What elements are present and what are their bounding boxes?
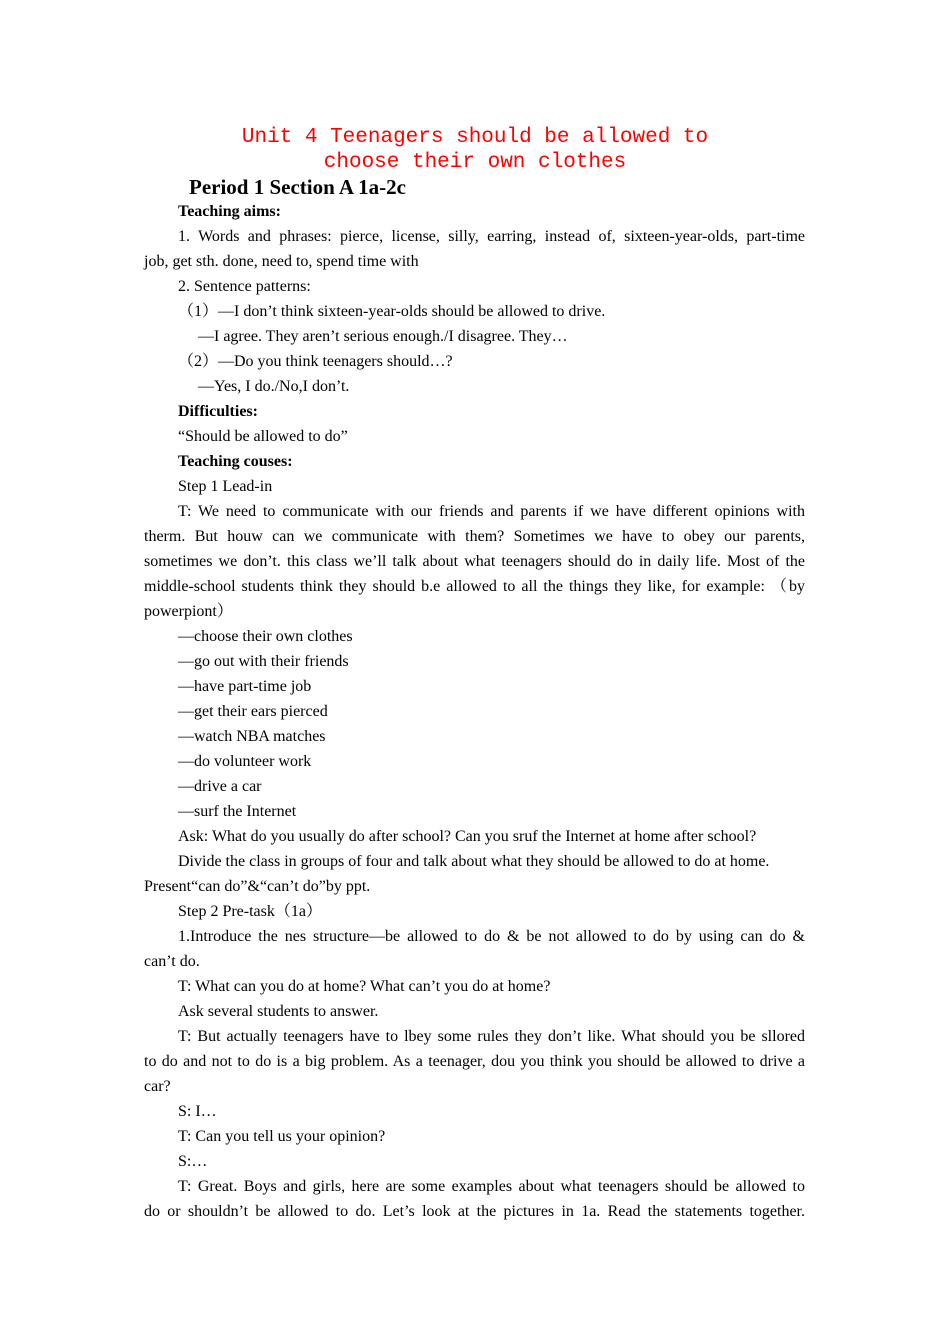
text-line: —have part-time job <box>178 678 312 695</box>
text-line: 2. Sentence patterns: <box>178 278 311 295</box>
text-line: —do volunteer work <box>178 753 312 770</box>
text-line: therm. But houw can we communicate with them? Sometimes we have to obey our parents, <box>144 528 805 545</box>
section-label: Difficulties: <box>178 403 258 420</box>
document-title-line-1: Unit 4 Teenagers should be allowed to <box>241 126 709 149</box>
text-line: （1）—I don’t think sixteen-year-olds should be allowed to drive. <box>178 303 606 320</box>
text-line: Present“can do”&“can’t do”by ppt. <box>144 878 371 895</box>
section-heading: Period 1 Section A 1a-2c <box>189 175 406 199</box>
text-line: Step 1 Lead-in <box>178 478 273 495</box>
text-line: 1.Introduce the nes structure—be allowed to do & be not allowed to do by using can do & <box>178 928 805 945</box>
text-line: T: But actually teenagers have to lbey some rules they don’t like. What should you be sllored <box>178 1028 805 1045</box>
text-line: Divide the class in groups of four and talk about what they should be allowed to do at home. <box>178 853 770 870</box>
text-line: “Should be allowed to do” <box>178 428 348 445</box>
text-line: —surf the Internet <box>178 803 297 820</box>
document-title-line-2: choose their own clothes <box>323 151 627 174</box>
text-line: Ask several students to answer. <box>178 1003 379 1020</box>
text-line: middle-school students think they should b.e allowed to all the things they like, for example: （by <box>144 578 805 595</box>
text-line: to do and not to do is a big problem. As a teenager, dou you think you should be allowed to drive a <box>144 1053 805 1070</box>
text-line: —I agree. They aren’t serious enough./I disagree. They… <box>198 328 568 345</box>
text-line: Ask: What do you usually do after school? Can you sruf the Internet at home after school? <box>178 828 757 845</box>
text-line: T: Can you tell us your opinion? <box>178 1128 386 1145</box>
text-line: S: I… <box>178 1103 217 1120</box>
text-line: —drive a car <box>178 778 262 795</box>
text-line: T: What can you do at home? What can’t you do at home? <box>178 978 551 995</box>
text-line: —get their ears pierced <box>178 703 328 720</box>
text-line: powerpiont） <box>144 603 233 620</box>
text-line: （2）—Do you think teenagers should…? <box>178 353 453 370</box>
text-line: can’t do. <box>144 953 200 970</box>
text-line: job, get sth. done, need to, spend time with <box>144 253 419 270</box>
text-line: —go out with their friends <box>178 653 349 670</box>
text-line: —choose their own clothes <box>178 628 353 645</box>
text-line: T: Great. Boys and girls, here are some examples about what teenagers should be allowed to <box>178 1178 805 1195</box>
text-line: do or shouldn’t be allowed to do. Let’s look at the pictures in 1a. Read the statements together. <box>144 1203 805 1220</box>
section-label: Teaching aims: <box>178 203 281 220</box>
text-line: Step 2 Pre-task（1a） <box>178 903 322 920</box>
document-body <box>144 199 805 1224</box>
text-line: T: We need to communicate with our friends and parents if we have different opinions with <box>178 503 805 520</box>
text-line: car? <box>144 1078 171 1095</box>
text-line: —watch NBA matches <box>178 728 326 745</box>
text-line: S:… <box>178 1153 208 1170</box>
text-line: 1. Words and phrases: pierce, license, silly, earring, instead of, sixteen-year-olds, part-time <box>178 228 805 245</box>
text-line: —Yes, I do./No,I don’t. <box>198 378 350 395</box>
section-label: Teaching couses: <box>178 453 293 470</box>
text-line: sometimes we don’t. this class we’ll talk about what teenagers should do in daily life. Most of the <box>144 553 805 570</box>
